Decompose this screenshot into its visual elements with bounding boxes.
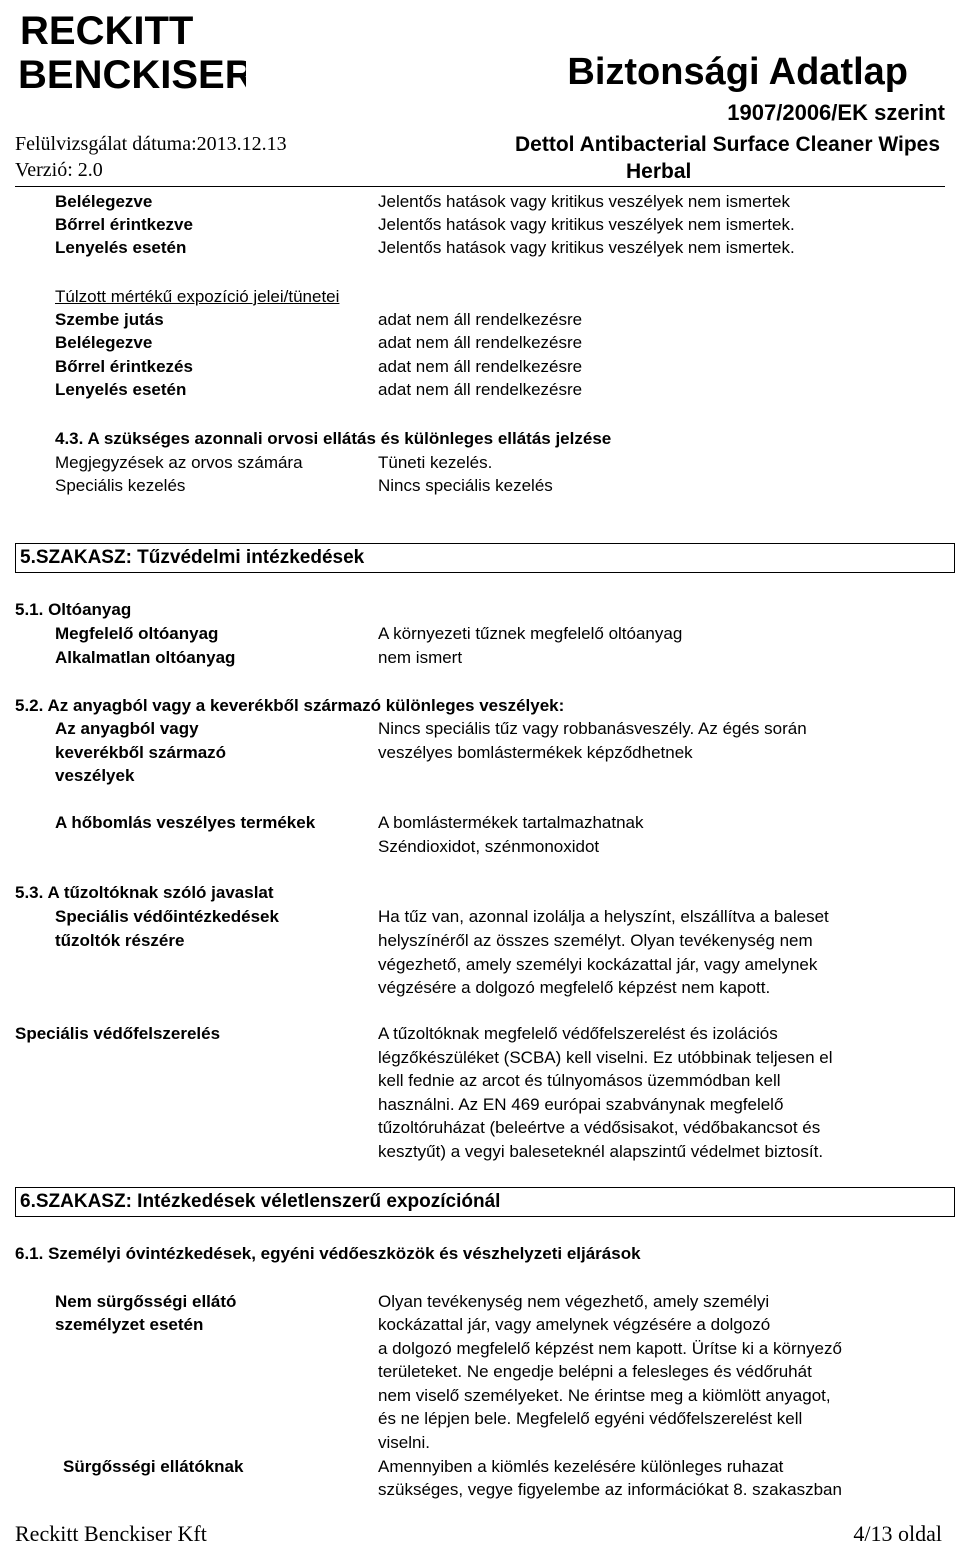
effect-value: Jelentős hatások vagy kritikus veszélyek nem ismertek — [378, 192, 790, 211]
section-5-title: 5.SZAKASZ: Tűzvédelmi intézkedések — [20, 547, 365, 568]
s52-value: Nincs speciális tűz vagy robbanásveszély. Az égés során — [378, 719, 807, 738]
effect-value: Jelentős hatások vagy kritikus veszélyek nem ismertek. — [378, 215, 795, 234]
s53-value: légzőkészüléket (SCBA) kell viselni. Ez utóbbinak teljesen el — [378, 1048, 833, 1067]
s51-label: Alkalmatlan oltóanyag — [55, 648, 236, 667]
svg-text:BENCKISER: BENCKISER — [18, 53, 246, 94]
s61-value: viselni. — [378, 1433, 430, 1452]
footer-company: Reckitt Benckiser Kft — [15, 1521, 207, 1546]
s43-label: Speciális kezelés — [55, 476, 186, 495]
s61-value: területeket. Ne engedje belépni a felesleges és védőruhát — [378, 1362, 812, 1381]
s53-value: A tűzoltóknak megfelelő védőfelszerelést és izolációs — [378, 1024, 778, 1043]
section-5-header — [15, 543, 955, 573]
s52-value: veszélyes bomlástermékek képződhetnek — [378, 743, 693, 762]
s43-label: Megjegyzések az orvos számára — [55, 453, 303, 472]
version: Verzió: 2.0 — [15, 159, 103, 181]
s53-label: Speciális védőintézkedések — [55, 907, 279, 926]
s53-value: kesztyűt) a vegyi baleseteknél alapszintű védelmet biztosít. — [378, 1142, 824, 1161]
regulation-reference: 1907/2006/EK szerint — [727, 100, 945, 125]
s61-value: nem viselő személyeket. Ne érintse meg a kiömlött anyagot, — [378, 1386, 831, 1405]
s61-label: személyzet esetén — [55, 1315, 204, 1334]
s53-value: végzésére a dolgozó megfelelő képzést nem kapott. — [378, 978, 771, 997]
revision-date: Felülvizsgálat dátuma:2013.12.13 — [15, 133, 287, 155]
s61-value: szükséges, vegye figyelembe az információkat 8. szakaszban — [378, 1480, 842, 1499]
overexposure-value: adat nem áll rendelkezésre — [378, 333, 583, 352]
s51-label: Megfelelő oltóanyag — [55, 624, 219, 643]
s51-value: A környezeti tűznek megfelelő oltóanyag — [378, 624, 683, 643]
effect-value: Jelentős hatások vagy kritikus veszélyek nem ismertek. — [378, 238, 795, 257]
section-6-title: 6.SZAKASZ: Intézkedések véletlenszerű expozíciónál — [20, 1191, 501, 1212]
subsection-5-2-title: 5.2. Az anyagból vagy a keverékből származó különleges veszélyek: — [15, 696, 565, 715]
effect-label: Lenyelés esetén — [55, 238, 187, 257]
overexposure-label: Szembe jutás — [55, 310, 164, 329]
section-6-header — [15, 1187, 955, 1217]
s52-label: Az anyagból vagy — [55, 719, 199, 738]
document-title: Biztonsági Adatlap — [567, 51, 908, 93]
logo-graphic — [16, 4, 246, 94]
s61-value: Amennyiben a kiömlés kezelésére különleges ruhazat — [378, 1457, 784, 1476]
s53-label: tűzoltók részére — [55, 931, 185, 950]
s53-label: Speciális védőfelszerelés — [15, 1024, 221, 1043]
overexposure-value: adat nem áll rendelkezésre — [378, 357, 583, 376]
product-name: Dettol Antibacterial Surface Cleaner Wipes — [515, 133, 940, 156]
s52-label: veszélyek — [55, 766, 135, 785]
overexposure-label: Lenyelés esetén — [55, 380, 187, 399]
s53-value: helyszínéről az összes személyt. Olyan tevékenység nem — [378, 931, 813, 950]
s61-value: kockázattal jár, vagy amelynek végzésére a dolgozó — [378, 1315, 771, 1334]
overexposure-title: Túlzott mértékű expozíció jelei/tünetei — [55, 287, 340, 306]
s61-label: Nem sürgősségi ellátó — [55, 1292, 237, 1311]
s52-decomp-value: A bomlástermékek tartalmazhatnak — [378, 813, 644, 832]
svg-text:RECKITT: RECKITT — [20, 9, 194, 53]
header-divider — [15, 186, 945, 187]
overexposure-label: Belélegezve — [55, 333, 153, 352]
s53-value: kell fednie az arcot és túlnyomásos üzemmódban kell — [378, 1071, 781, 1090]
subsection-5-1-title: 5.1. Oltóanyag — [15, 600, 132, 619]
s52-label: keverékből származó — [55, 743, 227, 762]
s61-value: a dolgozó megfelelő képzést nem kapott. Ürítse ki a környező — [378, 1339, 842, 1358]
s52-decomp-value: Széndioxidot, szénmonoxidot — [378, 837, 600, 856]
subsection-4-3-title: 4.3. A szükséges azonnali orvosi ellátás és különleges ellátás jelzése — [55, 429, 612, 448]
overexposure-value: adat nem áll rendelkezésre — [378, 380, 583, 399]
s43-value: Tüneti kezelés. — [378, 453, 493, 472]
s51-value: nem ismert — [378, 648, 463, 667]
product-variant: Herbal — [626, 160, 692, 183]
s61-value: és ne lépjen bele. Megfelelő egyéni védőfelszerelést kell — [378, 1409, 803, 1428]
s53-value: végezhető, amely személyi kockázattal jár, vagy amelynek — [378, 955, 818, 974]
overexposure-label: Bőrrel érintkezés — [55, 357, 193, 376]
s43-value: Nincs speciális kezelés — [378, 476, 553, 495]
s52-decomp-label: A hőbomlás veszélyes termékek — [55, 813, 316, 832]
subsection-6-1-title: 6.1. Személyi óvintézkedések, egyéni védőeszközök és vészhelyzeti eljárások — [15, 1244, 641, 1263]
s53-value: tűzoltóruházat (beleértve a védősisakot, védőbakancsot és — [378, 1118, 821, 1137]
s61-label: Sürgősségi ellátóknak — [63, 1457, 244, 1476]
page-number: 4/13 oldal — [853, 1521, 942, 1546]
overexposure-value: adat nem áll rendelkezésre — [378, 310, 583, 329]
s61-value: Olyan tevékenység nem végezhető, amely személyi — [378, 1292, 770, 1311]
subsection-5-3-title: 5.3. A tűzoltóknak szóló javaslat — [15, 883, 274, 902]
s53-value: Ha tűz van, azonnal izolálja a helyszínt, elszállítva a baleset — [378, 907, 829, 926]
s53-value: használni. Az EN 469 európai szabványnak megfelelő — [378, 1095, 784, 1114]
effect-label: Bőrrel érintkezve — [55, 215, 193, 234]
effect-label: Belélegezve — [55, 192, 153, 211]
company-logo — [16, 4, 246, 94]
